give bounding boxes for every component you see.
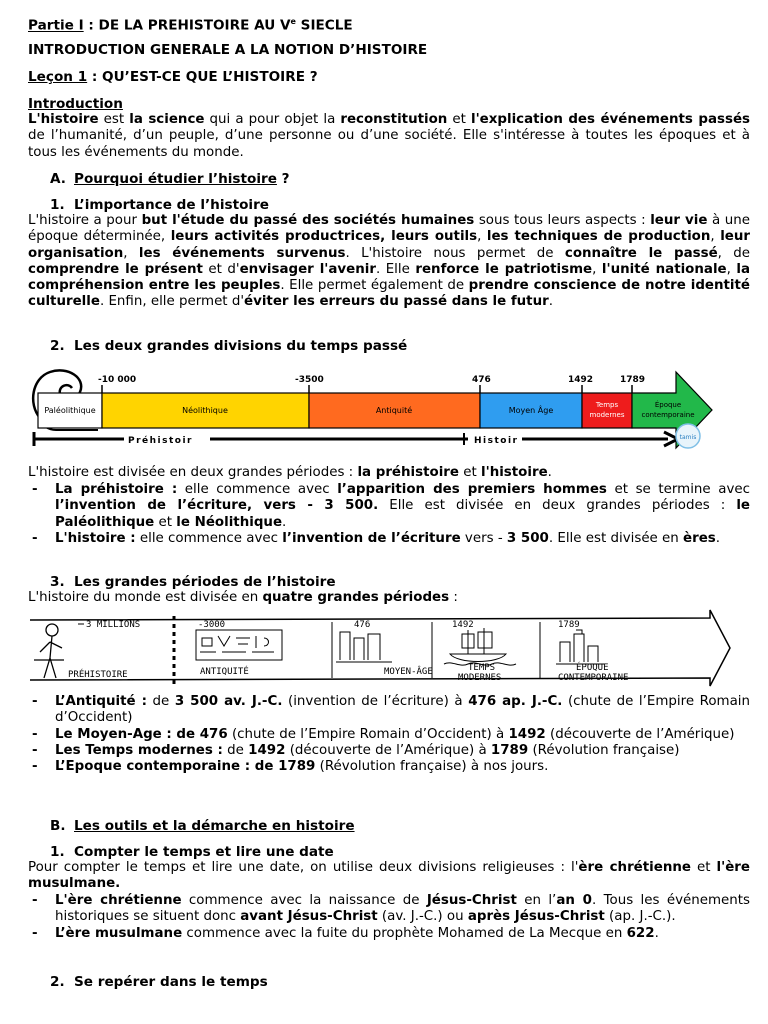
timeline-date-3: 476 xyxy=(472,375,491,385)
section-b1-heading: 1. Compter le temps et lire une date xyxy=(50,844,334,860)
bold-text: l'explication des événements passés xyxy=(470,112,750,127)
section-a3-list xyxy=(28,694,750,775)
svg-text:tamis: tamis xyxy=(679,434,697,441)
bold-text: la préhistoire xyxy=(357,465,459,480)
bold-text: 1789 xyxy=(490,742,529,758)
text: vers - xyxy=(460,530,507,546)
text: elle commence avec xyxy=(177,482,338,497)
bold-text: l’invention de l’écriture xyxy=(282,530,461,546)
text: (découverte de l’Amérique) à xyxy=(285,742,491,758)
list-item xyxy=(28,531,750,547)
text: . xyxy=(715,530,721,546)
text: qui a pour objet la xyxy=(204,112,341,127)
svg-text:3 MILLIONS: 3 MILLIONS xyxy=(86,620,141,630)
section-a1-heading: 1. L’importance de l’histoire xyxy=(50,197,270,213)
bold-text: 1492 xyxy=(248,742,286,758)
svg-text:TEMPS: TEMPS xyxy=(468,663,496,673)
section-a2-list xyxy=(28,482,750,547)
bold-text: l’invention de l’écriture, vers - 3 500. xyxy=(55,498,379,514)
svg-text:1492: 1492 xyxy=(452,620,474,630)
bold-text: l'histoire xyxy=(481,465,548,480)
text: elle commence avec xyxy=(135,530,283,546)
intro-generale-heading: INTRODUCTION GENERALE A LA NOTION D’HISTOIRE xyxy=(28,42,428,58)
bold-text: Jésus-Christ xyxy=(426,893,517,908)
bold-text: an 0 xyxy=(556,893,592,908)
bold-text: éviter les erreurs du passé dans le futur xyxy=(244,294,549,310)
text: de xyxy=(222,742,249,758)
svg-text:contemporaine: contemporaine xyxy=(641,411,695,419)
svg-text:ÉPOQUE: ÉPOQUE xyxy=(576,663,609,673)
bold-text: l'ère musulmane. xyxy=(28,860,750,892)
section-b1-list xyxy=(28,893,750,942)
svg-text:ANTIQUITÉ: ANTIQUITÉ xyxy=(200,667,249,677)
text: et xyxy=(154,514,177,530)
text: (chute de l’Empire Romain d’Occident) à xyxy=(227,726,509,742)
text: et xyxy=(690,860,717,875)
bold-text: 3 500 xyxy=(506,530,549,546)
section-a-heading: A. Pourquoi étudier l’histoire ? xyxy=(50,171,290,187)
ruins-icon xyxy=(336,632,392,662)
bold-text: L’ère musulmane xyxy=(55,925,183,941)
histoire-bottom-label: Histoir xyxy=(474,436,519,446)
text: de l’humanité, d’un peuple, d’une personne ou d’une société. Elle s'intéresse à toutes les époques et à tous les événements du monde. xyxy=(28,128,750,160)
text: . xyxy=(548,294,553,310)
section-a1-paragraph xyxy=(28,213,750,311)
text: . xyxy=(547,465,552,480)
bold-text: renforce le patriotisme xyxy=(415,261,593,277)
hieroglyph-tablet-icon xyxy=(196,630,282,660)
partie-heading: Partie I : DE LA PREHISTOIRE AU Ve SIECLE xyxy=(28,17,353,34)
list-item xyxy=(28,482,750,531)
text: L'histoire est divisée en deux grandes périodes : xyxy=(28,465,358,480)
timeline-date-2: -3500 xyxy=(295,375,324,385)
bold-text: Le Moyen-Age : de 476 xyxy=(55,726,228,742)
svg-text:CONTEMPORAINE: CONTEMPORAINE xyxy=(558,673,629,683)
text: (découverte de l’Amérique) xyxy=(545,726,735,742)
prehistoire-bottom-label: Préhistoir xyxy=(128,436,193,446)
timeline-figure xyxy=(28,356,718,460)
introduction-paragraph xyxy=(28,112,750,161)
bold-text: les événements survenus xyxy=(138,245,346,261)
text: L'histoire a pour xyxy=(28,213,142,228)
svg-text:Néolithique: Néolithique xyxy=(182,406,228,415)
text: (Révolution française) xyxy=(528,742,680,758)
modern-city-icon xyxy=(556,630,604,664)
text: (chute de l’Empire Romain d’Occident) xyxy=(55,694,750,726)
bold-text: connaître le passé xyxy=(564,245,718,261)
text: . Elle xyxy=(375,261,416,277)
section-a2-heading: 2. Les deux grandes divisions du temps passé xyxy=(50,338,408,354)
text: . xyxy=(282,514,287,530)
section-b-heading: B. Les outils et la démarche en histoire xyxy=(50,818,355,834)
text: (ap. J.-C.). xyxy=(604,909,676,925)
text: Elle est divisée en deux grandes périodes : xyxy=(378,498,737,514)
list-item xyxy=(28,743,750,759)
text: (Révolution française) à nos jours. xyxy=(315,759,549,775)
text: commence avec la fuite du prophète Mohamed de La Mecque en xyxy=(182,925,627,941)
text: et d' xyxy=(202,261,240,277)
bold-text: leur organisation xyxy=(28,229,750,261)
bold-text: L'ère chrétienne xyxy=(55,893,182,908)
bold-text: le Paléolithique xyxy=(55,498,751,530)
text: : xyxy=(449,590,458,605)
partie-label: Partie I xyxy=(28,17,84,34)
text: est xyxy=(98,112,130,127)
text: L'histoire du monde est divisée en xyxy=(28,590,263,605)
text: , de xyxy=(717,245,751,261)
text: . xyxy=(654,925,659,941)
bold-text: leurs activités productrices, leurs outils xyxy=(170,229,478,245)
svg-text:MOYEN-ÂGE: MOYEN-ÂGE xyxy=(384,667,433,677)
text: en l’ xyxy=(516,893,557,908)
section-b2-heading: 2. Se repérer dans le temps xyxy=(50,974,268,990)
text: . L'histoire nous permet de xyxy=(345,245,565,261)
list-item xyxy=(28,926,750,942)
svg-text:modernes: modernes xyxy=(589,411,625,419)
text: sous tous leurs aspects : xyxy=(474,213,651,228)
text: et se termine avec xyxy=(606,482,750,497)
bold-text: 3 500 av. J.-C. xyxy=(174,694,283,709)
svg-text:MODERNES: MODERNES xyxy=(458,673,502,683)
section-a2-paragraph xyxy=(28,465,750,481)
introduction-title: Introduction xyxy=(28,96,123,112)
bold-text: comprendre le présent xyxy=(28,261,203,277)
svg-text:Antiquité: Antiquité xyxy=(375,406,413,415)
bold-text: L'histoire : xyxy=(55,530,136,546)
bold-text: Les Temps modernes : xyxy=(55,742,223,758)
bold-text: la science xyxy=(129,112,205,127)
bold-text: 622 xyxy=(626,925,655,941)
list-item xyxy=(28,893,750,926)
text: . Enfin, elle permet d' xyxy=(99,294,245,310)
svg-text:1789: 1789 xyxy=(558,620,580,630)
text: . Tous les événements historiques se situent donc xyxy=(55,893,750,925)
svg-text:PRÉHISTOIRE: PRÉHISTOIRE xyxy=(68,670,128,680)
text: , xyxy=(592,261,602,277)
caveman-figure-icon xyxy=(34,624,64,678)
section-b1-paragraph xyxy=(28,860,750,893)
timeline-date-4: 1492 xyxy=(568,375,594,385)
timeline-date-1: -10 000 xyxy=(98,375,137,385)
text: commence avec la naissance de xyxy=(181,893,427,908)
list-item xyxy=(28,727,750,743)
bold-text: les techniques de production xyxy=(486,229,711,245)
bold-text: ère chrétienne xyxy=(578,860,691,875)
text: de xyxy=(146,694,175,709)
svg-text:Époque: Époque xyxy=(654,401,682,409)
svg-text:476: 476 xyxy=(354,620,371,630)
bold-text: l'unité nationale xyxy=(601,261,727,277)
ship-icon xyxy=(444,628,516,665)
text: et xyxy=(458,465,481,480)
section-a3-paragraph xyxy=(28,590,750,606)
bold-text: reconstitution xyxy=(340,112,448,127)
text: , xyxy=(726,261,737,277)
text: à une époque déterminée, xyxy=(28,213,750,245)
text: (invention de l’écriture) à xyxy=(282,694,469,709)
bold-text: l’apparition des premiers hommes xyxy=(337,482,607,497)
list-item xyxy=(28,694,750,727)
bold-text: envisager l'avenir xyxy=(239,261,376,277)
lecon-heading: Leçon 1 : QU’EST-CE QUE L’HISTOIRE ? xyxy=(28,69,318,85)
bold-text: L'histoire xyxy=(28,112,99,127)
bold-text: après Jésus-Christ xyxy=(467,909,605,925)
bold-text: quatre grandes périodes xyxy=(262,590,450,605)
periods-sketch xyxy=(28,608,732,692)
bold-text: 1492 xyxy=(508,726,546,742)
bold-text: leur vie xyxy=(650,213,708,228)
bold-text: prendre conscience de notre identité culturelle xyxy=(28,278,750,310)
text: . Elle est divisée en xyxy=(548,530,684,546)
bold-text: avant Jésus-Christ xyxy=(240,909,378,925)
text: , xyxy=(477,229,487,245)
svg-text:Paléolithique: Paléolithique xyxy=(44,406,96,415)
bold-text: ères xyxy=(683,530,716,546)
timeline-date-5: 1789 xyxy=(620,375,646,385)
svg-text:Temps: Temps xyxy=(595,401,619,409)
section-a3-heading: 3. Les grandes périodes de l’histoire xyxy=(50,574,336,590)
bold-text: La préhistoire : xyxy=(55,482,178,497)
text: . Elle permet également de xyxy=(280,278,469,294)
text: , xyxy=(710,229,721,245)
bold-text: L’Epoque contemporaine : de 1789 xyxy=(55,759,316,775)
bold-text: le Néolithique xyxy=(176,514,283,530)
bold-text: but l'étude du passé des sociétés humaines xyxy=(141,213,475,228)
text: Pour compter le temps et lire une date, on utilise deux divisions religieuses : l' xyxy=(28,860,579,875)
bold-text: 476 ap. J.-C. xyxy=(468,694,563,709)
bold-text: L’Antiquité : xyxy=(55,694,147,709)
text: (av. J.-C.) ou xyxy=(377,909,468,925)
svg-text:-3000: -3000 xyxy=(198,620,226,630)
list-item xyxy=(28,759,750,775)
text: , xyxy=(123,245,139,261)
text: et xyxy=(447,112,471,127)
svg-text:Moyen Âge: Moyen Âge xyxy=(508,406,554,415)
bold-text: la compréhension entre les peuples xyxy=(28,261,751,294)
